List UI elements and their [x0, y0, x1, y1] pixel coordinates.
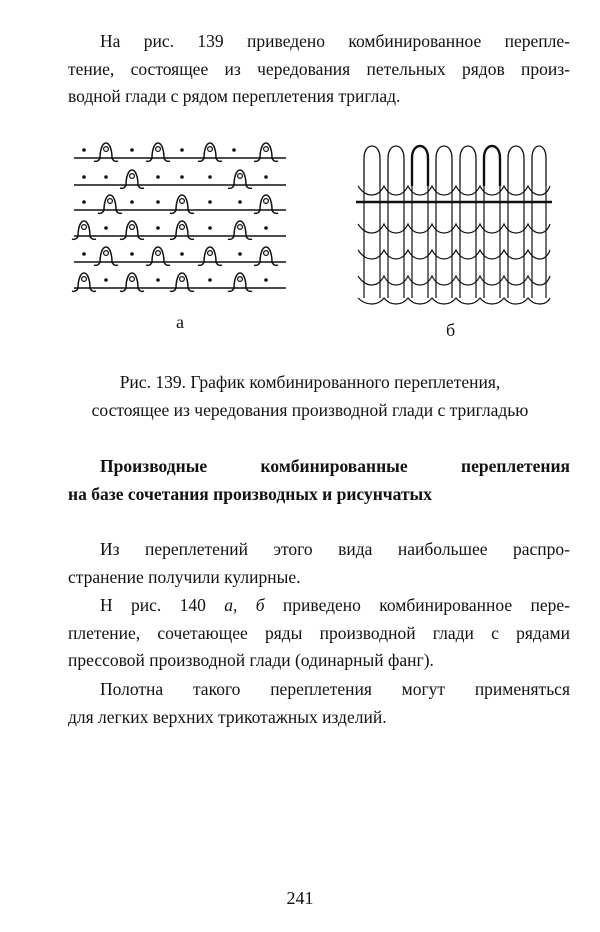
- body-line: [68, 592, 570, 620]
- figure-b-knit-structure: [354, 138, 554, 308]
- body-paragraph-1: [68, 536, 570, 591]
- figure-reference-italic: а, б: [224, 595, 265, 615]
- caption-line: Рис. 139. График комбинированного переплетения,: [119, 372, 501, 392]
- caption-line: состоящее из чередования производной глади с триглaдью: [91, 400, 529, 420]
- knit-lower-rows: [356, 186, 552, 304]
- body-line: для легких верхних трикотажных изделий.: [68, 706, 387, 727]
- body-line: странение получили кулирные.: [68, 566, 301, 587]
- body-paragraph-2: [68, 592, 570, 675]
- body-text: приведено комбинированное пере-: [264, 595, 570, 615]
- intro-line: тение, состоящее из чередования петельных рядов произ-: [68, 58, 570, 79]
- heading-line: Производные комбинированные переплетения: [100, 456, 570, 476]
- intro-line: водной глади с рядом переплетения триглад.: [68, 86, 401, 106]
- body-paragraph-3: [68, 676, 570, 731]
- body-text: Н рис. 140: [100, 595, 225, 615]
- page-number: 241: [286, 888, 314, 908]
- knit-top-loops: [364, 146, 546, 186]
- figure-a-label: а: [176, 312, 184, 332]
- body-line: плетение, сочетающее ряды производной глади с рядами: [68, 622, 570, 643]
- body-line: прессовой производной глади (одинарный фанг).: [68, 650, 434, 670]
- figure-b-label: б: [446, 320, 456, 340]
- intro-paragraph: [68, 28, 570, 111]
- intro-line: На рис. 139 приведено комбинированное перепле-: [100, 31, 570, 51]
- heading-line: на базе сочетания производных и рисунчатых: [68, 484, 432, 504]
- body-line: Полотна такого переплетения могут применяться: [100, 679, 570, 699]
- figure-caption: [30, 368, 590, 424]
- body-line: Из переплетений этого вида наибольшее распро-: [100, 539, 570, 559]
- figure-a-notation: [70, 132, 300, 302]
- section-heading: [68, 452, 570, 508]
